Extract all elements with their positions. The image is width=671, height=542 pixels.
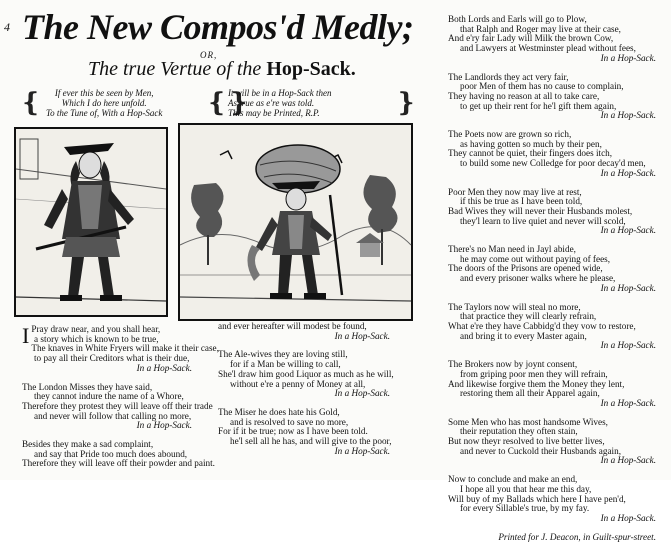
verse-line: and never will follow that calling no more, — [34, 410, 192, 421]
verse-column-middle — [218, 321, 394, 465]
verse-line: Now to conclude and make an end, — [448, 474, 578, 485]
verse-stanza — [448, 130, 656, 179]
refrain: In a Hop-Sack. — [600, 455, 656, 466]
woodcut-gentleman-image — [14, 127, 168, 317]
verse-stanza — [218, 408, 390, 457]
verse-line: and every prisoner walks where he please, — [460, 273, 616, 284]
refrain: In a Hop-Sack. — [334, 445, 390, 456]
verse-line: to build some new Colledge for poor decay'd men, — [460, 158, 646, 169]
verse-line: and bring it to every Master again, — [460, 330, 587, 341]
verse-stanza — [22, 381, 213, 432]
verse-stanza — [218, 349, 394, 399]
ballad-subtitle — [88, 58, 356, 81]
refrain: In a Hop-Sack. — [600, 282, 656, 293]
intro-left-line: Which I do here unfold. — [61, 98, 147, 108]
verse-line: The Landlords they act very fair, — [448, 71, 569, 82]
intro-right-line: As true as e're was told. — [228, 98, 315, 108]
verse-line: their reputation they often stain, — [460, 426, 578, 437]
verse-line: and say that Pride too much does abound, — [34, 448, 188, 459]
intro-right — [228, 88, 331, 118]
verse-line: Will buy of my Ballads which here I have pen'd, — [448, 493, 626, 504]
verse-stanza — [448, 475, 656, 524]
verse-line: and never to Cuckold their Husbands again, — [460, 445, 621, 456]
verse-line: But now theyr resolved to live better lives, — [448, 436, 605, 447]
verse-line: and is resolved to save no more, — [230, 416, 349, 427]
refrain: In a Hop-Sack. — [600, 397, 656, 408]
woodcut-hop-sack-image — [178, 123, 413, 321]
intro-left-line: To the Tune of, With a Hop-Sack — [46, 108, 163, 118]
verse-stanza — [448, 188, 656, 237]
verse-line: they'l learn to live quiet and never will scold, — [460, 215, 626, 226]
verse-stanza — [22, 439, 215, 469]
refrain: In a Hop-Sack. — [600, 110, 656, 121]
verse-line: What e're they have Cabbidg'd they vow to restore, — [448, 320, 636, 331]
refrain: In a Hop-Sack. — [600, 52, 656, 63]
brace-ornament-middle: ❴❵ — [206, 88, 250, 117]
subtitle-prefix: The true Vertue of the — [88, 58, 262, 80]
refrain: In a Hop-Sack. — [136, 420, 192, 431]
verse-line: Poor Men they now may live at rest, — [448, 186, 582, 197]
verse-line: There's no Man need in Jayl abide, — [448, 244, 576, 255]
intro-left-line: If ever this be seen by Men, — [54, 88, 154, 98]
verse-line: a story which is known to be true, — [34, 333, 159, 344]
intro-right-line: It will be in a Hop-Sack then — [228, 88, 332, 98]
verse-line: Besides they make a sad complaint, — [22, 439, 154, 450]
verse-line: And likewise forgive them the Money they lent, — [448, 378, 625, 389]
verse-stanza — [448, 15, 656, 64]
verse-line: Therefore they protest they will leave off their trade — [22, 400, 213, 411]
verse-line: poor Men of them has no cause to complain, — [460, 81, 624, 92]
verse-line: to pay all their Creditors what is their due, — [34, 353, 190, 364]
verse-line: Bad Wives they will never their Husbands molest, — [448, 205, 633, 216]
drop-cap: I — [22, 323, 30, 348]
verse-line: they cannot indure the name of a Whore, — [34, 391, 184, 402]
verse-line: and Lawyers at Westminster plead without fees, — [460, 43, 636, 54]
refrain: In a Hop-Sack. — [600, 340, 656, 351]
verse-line: and ever hereafter will modest be found, — [218, 321, 367, 331]
verse-line: The doors of the Prisons are opened wide, — [448, 263, 603, 274]
verse-line: The Taylors now will steal no more, — [448, 301, 581, 312]
verse-line: And e'ry fair Lady will Milk the brown Cow, — [448, 33, 614, 44]
page-mark: 4 — [4, 20, 10, 34]
brace-ornament-right: ❵ — [395, 88, 417, 117]
verse-line: The Poets now are grown so rich, — [448, 129, 572, 140]
refrain: In a Hop-Sack. — [600, 225, 656, 236]
verse-line: if this be true as I have been told, — [460, 196, 583, 207]
verse-column-right — [448, 15, 656, 542]
verse-stanza — [22, 323, 219, 374]
or-text: OR, — [200, 50, 218, 60]
verse-line: Therefore they will leave off their powder and paint. — [22, 458, 215, 469]
verse-line: to get up their rent for he'l gift them again, — [460, 100, 617, 111]
verse-line: that practice they will clearly refrain, — [460, 311, 597, 322]
verse-line: Both Lords and Earls will go to Plow, — [448, 14, 587, 24]
verse-line: restoring them all their Apparel again, — [460, 388, 600, 399]
verse-line: without e're a penny of Money at all, — [230, 378, 366, 389]
printer-imprint: Printed for J. Deacon, in Guilt-spur-street. — [498, 531, 656, 542]
verse-line: The Ale-wives they are loving still, — [218, 349, 348, 360]
verse-stanza — [448, 245, 656, 294]
verse-line: I hope all you that hear me this day, — [460, 483, 592, 494]
intro-left — [46, 88, 162, 118]
verse-line: They having no reason at all to take care, — [448, 90, 600, 101]
verse-column-left — [22, 323, 219, 478]
ballad-title: The New Compos'd Medly; — [22, 7, 414, 47]
verse-line: he'l sell all he has, and will give to the poor, — [230, 436, 392, 447]
verse-line: Some Men who has most handsome Wives, — [448, 416, 608, 427]
verse-line: They cannot be quiet, their fingers does itch, — [448, 148, 613, 159]
subtitle-bold: Hop-Sack. — [266, 58, 356, 80]
refrain: In a Hop-Sack. — [600, 167, 656, 178]
verse-line: The knaves in White Fryers will make it their case, — [31, 343, 219, 354]
refrain: In a Hop-Sack. — [334, 388, 390, 399]
verse-line: The London Misses they have said, — [22, 381, 153, 392]
verse-stanza — [448, 418, 656, 467]
verse-line: from griping poor men they will refrain, — [460, 368, 608, 379]
verse-line: for every Sillable's true, by my fay. — [460, 503, 590, 514]
verse-line: for if a Man be willing to call, — [230, 359, 341, 370]
refrain: In a Hop-Sack. — [600, 512, 656, 523]
verse-line: as having gotten so much by their pen, — [460, 138, 602, 149]
verse-stanza — [448, 360, 656, 409]
verse-line: For if it be true; now as I have been told. — [218, 426, 368, 437]
verse-stanza — [448, 73, 656, 122]
intro-right-line: This may be Printed, R.P. — [228, 108, 320, 118]
verse-line: The Miser he does hate his Gold, — [218, 406, 340, 417]
refrain: In a Hop-Sack. — [334, 330, 390, 341]
verse-line: he may come out without paying of fees, — [460, 253, 611, 264]
verse-stanza — [448, 303, 656, 352]
verse-stanza — [218, 322, 390, 341]
verse-line: Pray draw near, and you shall hear, — [31, 324, 161, 334]
verse-line: The Brokers now by joynt consent, — [448, 359, 578, 370]
verse-line: that Ralph and Roger may live at their case, — [460, 23, 621, 34]
brace-ornament-left: ❴ — [20, 88, 42, 117]
verse-line: She'l draw him good Liquor as much as he will, — [218, 368, 394, 379]
refrain: In a Hop-Sack. — [136, 362, 192, 373]
